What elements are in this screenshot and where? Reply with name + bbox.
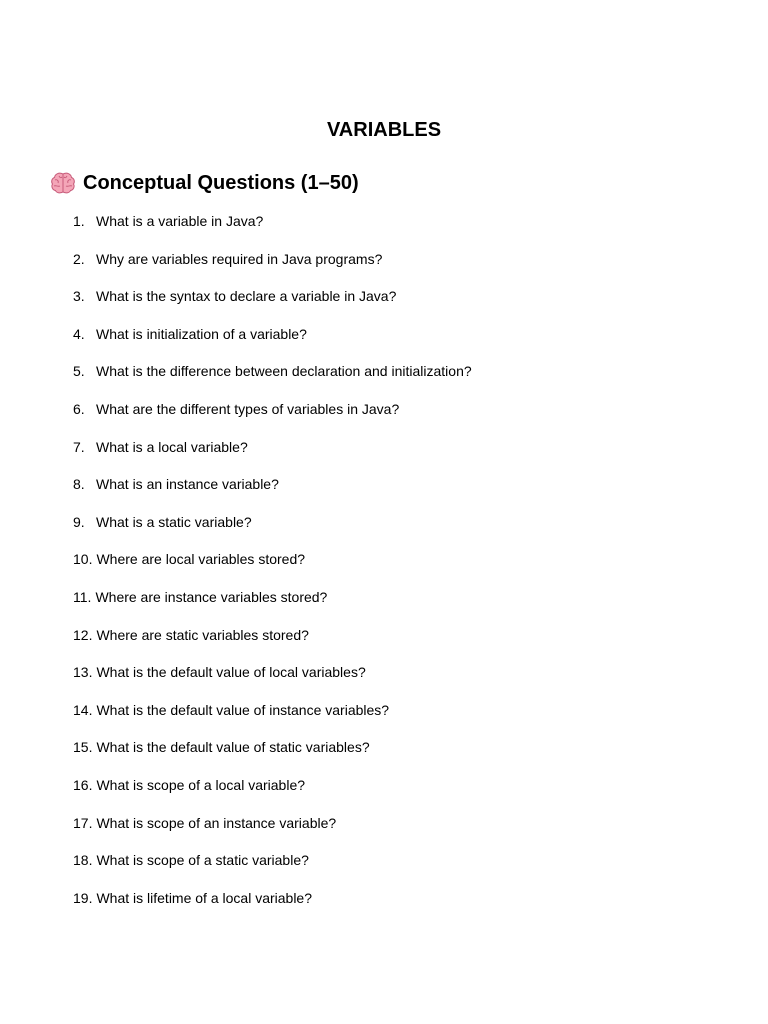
list-item xyxy=(73,324,472,362)
question-number: 18. xyxy=(73,852,93,869)
list-item xyxy=(73,549,472,587)
question-text: What is initialization of a variable? xyxy=(96,325,307,342)
question-number: 9. xyxy=(73,513,85,530)
list-item xyxy=(73,662,472,700)
list-item xyxy=(73,437,472,475)
question-text: What is lifetime of a local variable? xyxy=(96,889,313,906)
question-text: What is an instance variable? xyxy=(96,476,279,493)
question-number: 6. xyxy=(73,400,85,417)
question-number: 2. xyxy=(73,250,85,267)
question-number: 17. xyxy=(73,814,93,831)
list-item xyxy=(73,399,472,437)
question-number: 14. xyxy=(73,701,93,718)
question-text: What is scope of a local variable? xyxy=(96,776,306,793)
question-text: What are the different types of variables in Java? xyxy=(96,400,400,417)
list-item xyxy=(73,587,472,625)
question-text: What is scope of an instance variable? xyxy=(96,814,337,831)
section-heading-text: Conceptual Questions (1–50) xyxy=(83,172,359,194)
question-text: What is the default value of static variables? xyxy=(96,739,370,756)
document-title xyxy=(0,117,768,143)
question-text: What is a local variable? xyxy=(96,438,248,455)
list-item xyxy=(73,888,472,926)
question-number: 7. xyxy=(73,438,85,455)
list-item xyxy=(73,211,472,249)
question-text: Where are local variables stored? xyxy=(96,551,306,568)
question-text: What is the syntax to declare a variable in Java? xyxy=(96,288,397,305)
list-item xyxy=(73,361,472,399)
list-item xyxy=(73,700,472,738)
question-number: 19. xyxy=(73,889,93,906)
brain-icon xyxy=(50,171,76,195)
question-text: What is the difference between declaration and initialization? xyxy=(96,363,472,380)
document-title-text: VARIABLES xyxy=(326,119,442,141)
list-item xyxy=(73,474,472,512)
list-item xyxy=(73,286,472,324)
question-number: 1. xyxy=(73,213,85,229)
list-item xyxy=(73,813,472,851)
list-item xyxy=(73,625,472,663)
question-number: 10. xyxy=(73,551,93,568)
question-text: Why are variables required in Java programs? xyxy=(96,250,383,267)
question-text: What is the default value of instance variables? xyxy=(96,701,390,718)
section-heading xyxy=(50,169,359,197)
question-number: 3. xyxy=(73,288,85,305)
question-number: 15. xyxy=(73,739,93,756)
question-number: 11. xyxy=(73,588,92,605)
question-number: 12. xyxy=(73,626,93,643)
list-item xyxy=(73,512,472,550)
question-text: What is scope of a static variable? xyxy=(96,852,309,869)
list-item xyxy=(73,249,472,287)
list-item xyxy=(73,775,472,813)
question-text: What is a static variable? xyxy=(96,513,252,530)
question-text: What is the default value of local variables? xyxy=(96,664,366,681)
question-number: 13. xyxy=(73,664,93,681)
question-number: 5. xyxy=(73,363,85,380)
question-text: Where are instance variables stored? xyxy=(95,588,328,605)
question-number: 16. xyxy=(73,776,93,793)
question-number: 4. xyxy=(73,325,85,342)
question-text: Where are static variables stored? xyxy=(96,626,309,643)
question-text: What is a variable in Java? xyxy=(96,213,264,229)
question-list xyxy=(73,211,472,925)
list-item xyxy=(73,737,472,775)
question-number: 8. xyxy=(73,476,85,493)
list-item xyxy=(73,850,472,888)
